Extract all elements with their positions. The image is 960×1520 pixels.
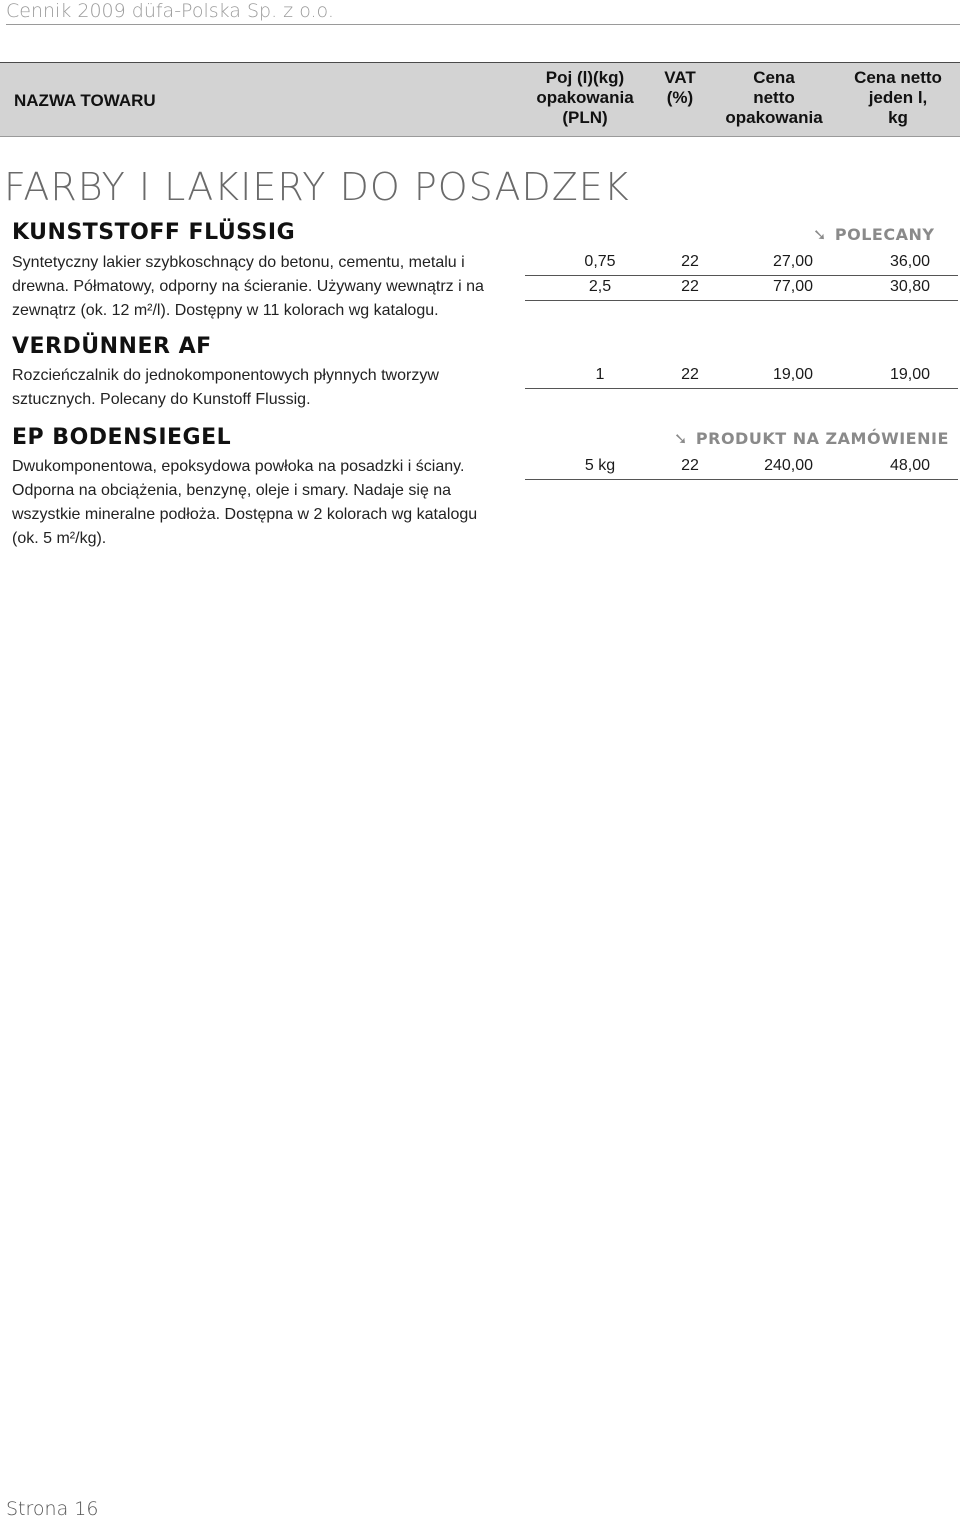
column-header-cena: Cena netto opakowania (725, 68, 823, 127)
cell-jedn: 19,00 (889, 366, 930, 383)
cell-vat: 22 (681, 253, 699, 270)
table-row (525, 278, 958, 301)
product-name: KUNSTSTOFF FLÜSSIG (12, 220, 296, 245)
product-tag: ➘ POLECANY (813, 225, 935, 244)
cell-cena: 240,00 (764, 457, 813, 474)
cell-poj: 0,75 (584, 253, 616, 270)
product-name: VERDÜNNER AF (12, 334, 212, 359)
section-title: FARBY I LAKIERY DO POSADZEK (4, 165, 630, 209)
cell-vat: 22 (681, 457, 699, 474)
column-header-vat: VAT (%) (664, 68, 696, 107)
cell-cena: 19,00 (772, 366, 813, 383)
cell-vat: 22 (681, 278, 699, 295)
column-header-jedn: Cena netto jeden l, kg (854, 68, 942, 127)
column-header-bar (0, 62, 960, 137)
arrow-icon: ➘ (813, 225, 827, 244)
product-tag: ➘ PRODUKT NA ZAMÓWIENIE (674, 429, 949, 448)
cell-cena: 27,00 (772, 253, 813, 270)
table-row (525, 457, 958, 480)
table-row (525, 253, 958, 276)
cell-jedn: 48,00 (889, 457, 930, 474)
product-description: Dwukomponentowa, epoksydowa powłoka na posadzki i ściany. Odporna na obciążenia, benzynę, oleje i smary. Nadaje się na wszystkie mineralne podłoża. Dostępna w 2 kolorach wg katalogu (ok. 5 m²/kg). (12, 458, 478, 547)
product-name: EP BODENSIEGEL (12, 425, 232, 450)
column-header-name: NAZWA TOWARU (14, 91, 156, 110)
page-footer: Strona 16 (6, 1498, 99, 1520)
cell-jedn: 36,00 (889, 253, 930, 270)
document-header: Cennik 2009 düfa-Polska Sp. z o.o. (6, 0, 334, 22)
product-description: Syntetyczny lakier szybkoschnący do betonu, cementu, metalu i drewna. Półmatowy, odporny na ścieranie. Używany wewnątrz i na zewnątrz (ok. 12 m²/l). Dostępny w 11 kolorach wg katalogu. (12, 254, 484, 319)
product-description: Rozcieńczalnik do jednokomponentowych płynnych tworzyw sztucznych. Polecany do Kunstoff Flussig. (12, 367, 439, 408)
cell-poj: 5 kg (584, 457, 616, 474)
cell-poj: 2,5 (588, 278, 612, 295)
table-row (525, 366, 958, 389)
header-divider (6, 24, 960, 25)
cell-vat: 22 (681, 366, 699, 383)
arrow-icon: ➘ (674, 429, 688, 448)
cell-jedn: 30,80 (889, 278, 930, 295)
cell-poj: 1 (595, 366, 605, 383)
cell-cena: 77,00 (772, 278, 813, 295)
column-header-poj: Poj (l)(kg) opakowania (PLN) (536, 68, 634, 127)
